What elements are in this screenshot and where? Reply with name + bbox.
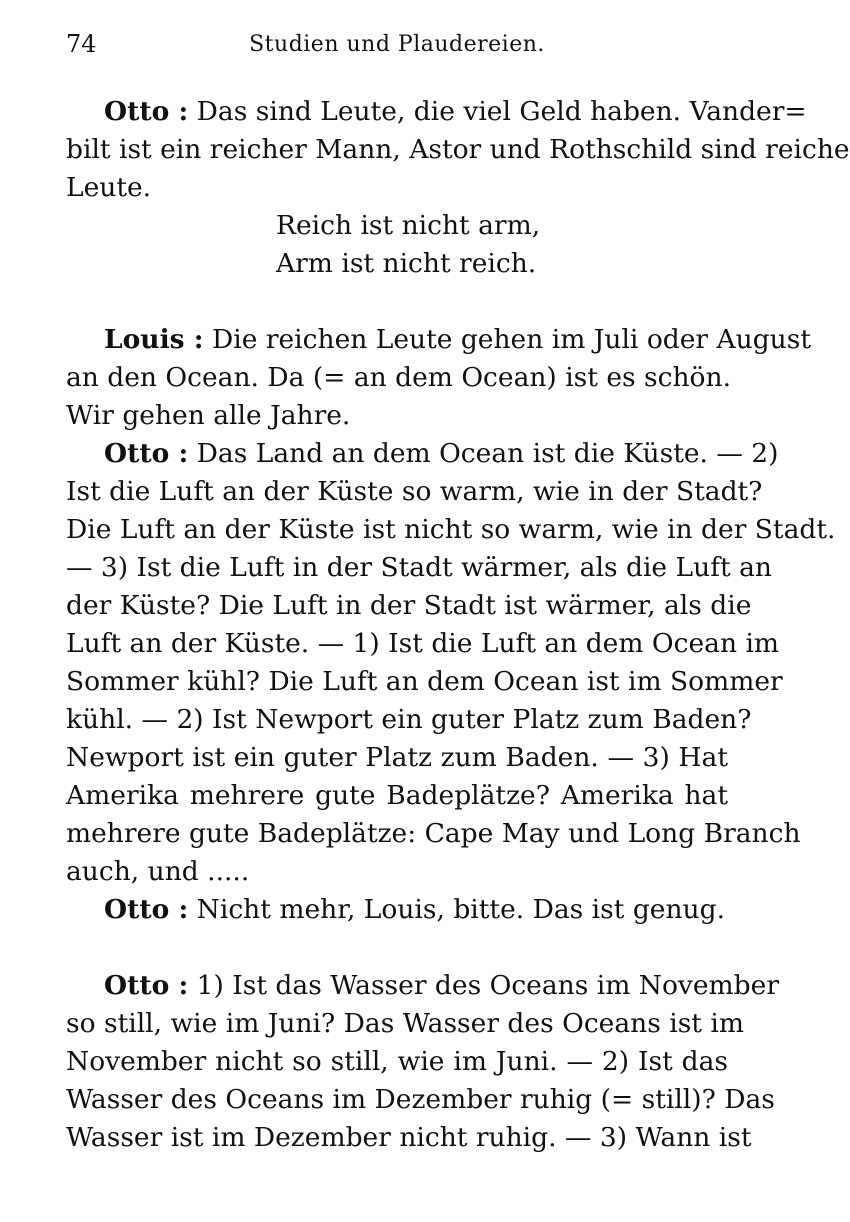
line-text: Nicht mehr, Louis, bitte. Das ist genug. [188,894,725,925]
text-line [66,1005,744,1043]
text-line [66,1081,775,1119]
line-text: Das sind Leute, die viel Geld haben. Vander= [188,96,807,127]
line-text: 1) Ist das Wasser des Oceans im November [188,970,780,1001]
text-line [66,701,752,739]
text-line [66,1043,728,1081]
line-text: Arm ist nicht reich. [276,248,537,279]
speaker-name: Otto : [104,970,189,1001]
line-text: Newport ist ein guter Platz zum Baden. — 3) Hat [66,742,728,773]
text-line [66,397,728,435]
text-line [66,777,728,815]
line-text: der Küste? Die Luft in der Stadt ist wärmer, als die [66,590,752,621]
page-number: 74 [66,30,97,58]
line-text: kühl. — 2) Ist Newport ein guter Platz zum Baden? [66,704,752,735]
text-line [276,207,676,245]
line-text: Leute. [66,172,152,203]
line-text: mehrere gute Badeplätze: Cape May und Long Branch [66,818,801,849]
speaker-name: Otto : [104,438,189,469]
text-line [66,169,728,207]
line-text: November nicht so still, wie im Juni. — 2) Ist das [66,1046,728,1077]
speaker-name: Otto : [104,96,189,127]
text-line [66,663,783,701]
text-line [66,815,801,853]
speaker-name: Louis : [104,324,204,355]
text-line [66,1119,752,1157]
line-text: Luft an der Küste. — 1) Ist die Luft an dem Ocean im [66,628,780,659]
line-text: an den Ocean. Da (= an dem Ocean) ist es schön. [66,362,731,393]
line-text: Wasser ist im Dezember nicht ruhig. — 3) Wann ist [66,1122,752,1153]
text-line [66,549,772,587]
line-text: — 3) Ist die Luft in der Stadt wärmer, als die Luft an [66,552,772,583]
line-text: Reich ist nicht arm, [276,210,541,241]
text-line [66,739,728,777]
line-text: Wir gehen alle Jahre. [66,400,351,431]
text-line [66,853,728,891]
line-text: auch, und ..... [66,856,250,887]
running-title: Studien und Plaudereien. [249,32,545,57]
text-line [276,245,676,283]
text-line [104,967,780,1005]
line-text: so still, wie im Juni? Das Wasser des Oceans ist im [66,1008,744,1039]
line-text: Das Land an dem Ocean ist die Küste. — 2) [188,438,779,469]
text-line [104,321,811,359]
speaker-name: Otto : [104,894,189,925]
text-line [66,359,731,397]
line-text: Sommer kühl? Die Luft an dem Ocean ist im Sommer [66,666,783,697]
text-line [104,891,728,929]
text-line [104,435,779,473]
line-text: Die reichen Leute gehen im Juli oder August [203,324,811,355]
line-text: Amerika mehrere gute Badeplätze? Amerika hat [66,780,728,811]
text-line [66,625,780,663]
page-header [66,30,728,70]
line-text: bilt ist ein reicher Mann, Astor und Rothschild sind reiche [66,134,850,165]
line-text: Ist die Luft an der Küste so warm, wie in der Stadt? [66,476,763,507]
text-line [66,131,850,169]
text-line [66,587,752,625]
line-text: Die Luft an der Küste ist nicht so warm, wie in der Stadt. [66,514,836,545]
text-line [66,473,763,511]
text-line [104,93,807,131]
text-line [66,511,836,549]
line-text: Wasser des Oceans im Dezember ruhig (= still)? Das [66,1084,775,1115]
